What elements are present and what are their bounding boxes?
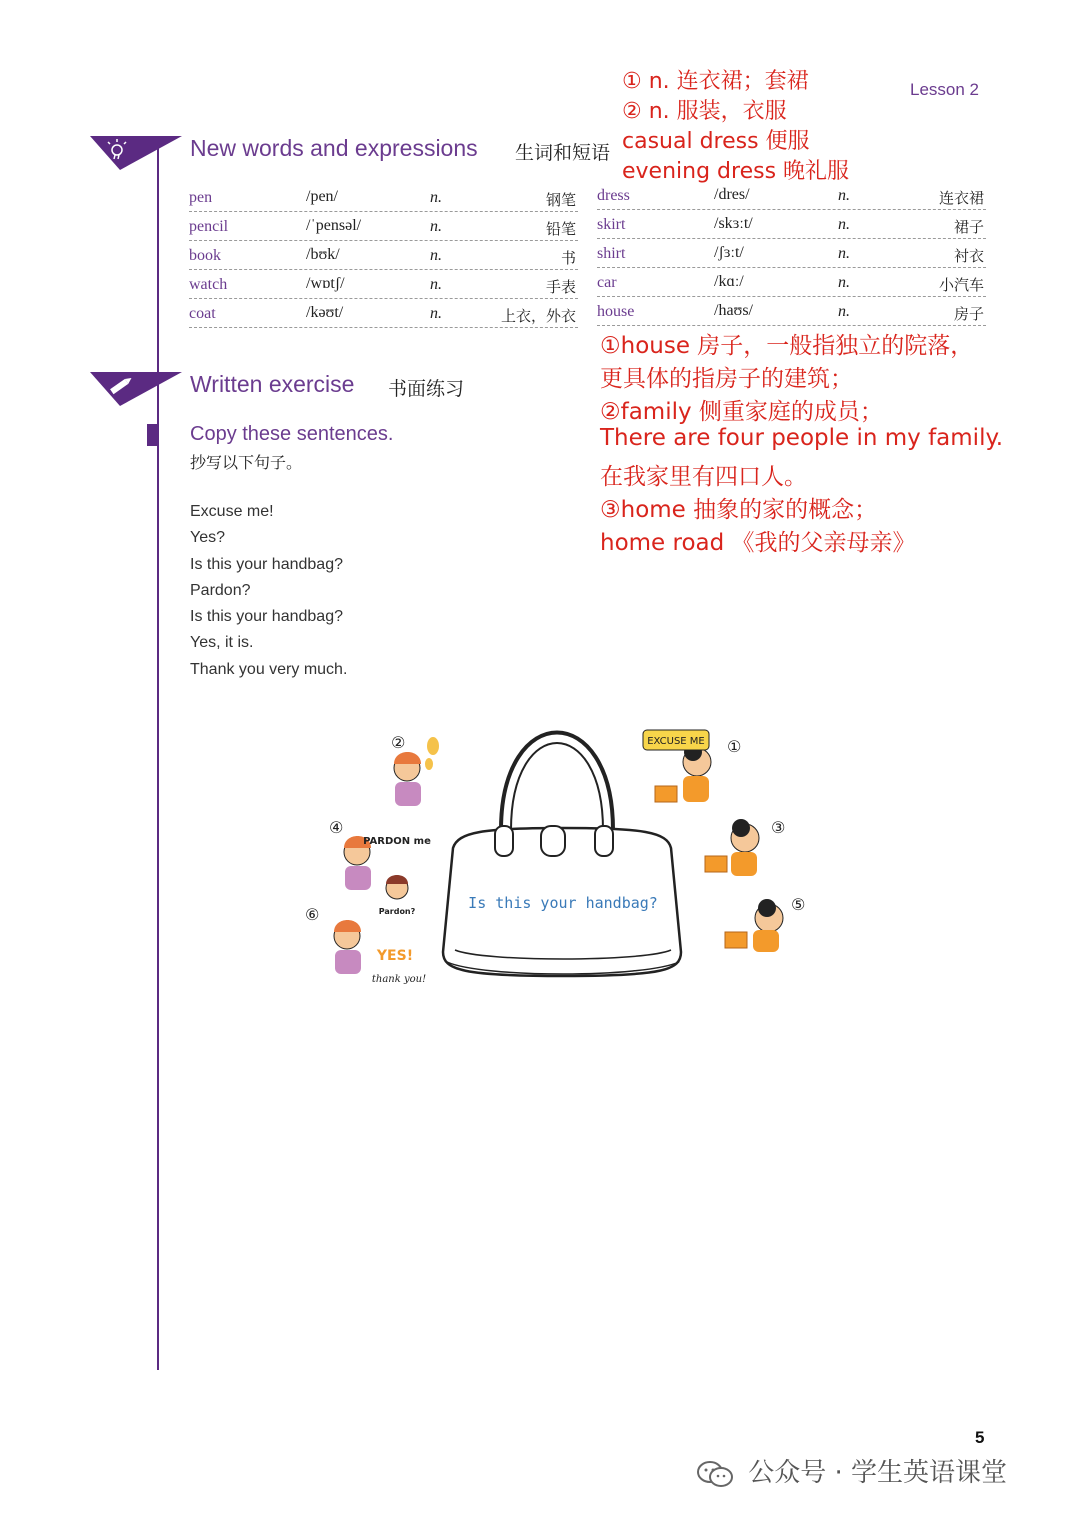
handwritten-note: ① n. 连衣裙；套裙 — [622, 69, 809, 94]
vocab-word: watch — [189, 276, 228, 293]
number-5: ⑤ — [791, 895, 806, 914]
vocab-table-right — [597, 181, 986, 326]
vocab-meaning: 手表 — [545, 278, 576, 296]
number-4: ④ — [329, 818, 344, 837]
vocab-row — [597, 181, 986, 210]
vocab-pos: n. — [430, 247, 442, 264]
vocab-phonetic: /ˈpensəl/ — [306, 217, 362, 234]
boy-face — [386, 875, 408, 899]
exercise-instruction: Copy these sentences. — [190, 423, 394, 445]
vocab-row — [597, 239, 986, 268]
vocab-phonetic: /ʃɜːt/ — [714, 244, 744, 261]
handwritten-note: ②family 侧重家庭的成员； — [600, 399, 883, 425]
vocab-meaning: 连衣裙 — [938, 189, 984, 207]
vocab-row — [189, 212, 578, 241]
exercise-instruction-cn: 抄写以下句子。 — [190, 453, 303, 472]
number-6: ⑥ — [305, 905, 320, 924]
vocab-pos: n. — [838, 303, 850, 320]
section-title-new-words: New words and expressions — [190, 135, 478, 161]
handwritten-note: home road 《我的父亲母亲》 — [600, 530, 916, 556]
vocab-table-left — [189, 183, 578, 328]
bubble-excuse-me: EXCUSE ME — [647, 736, 705, 747]
vocab-pos: n. — [838, 274, 850, 291]
handbag-illustration — [283, 700, 847, 1005]
vocab-meaning: 房子 — [953, 305, 984, 323]
vocab-phonetic: /wɒtʃ/ — [306, 275, 345, 292]
sentence: Thank you very much. — [190, 660, 348, 678]
bubble-pardon-me: PARDON me — [363, 836, 431, 847]
vocab-meaning: 上衣，外衣 — [500, 307, 576, 325]
vocab-row — [597, 297, 986, 326]
vocab-row — [189, 270, 578, 299]
handwritten-note: 在我家里有四口人。 — [600, 464, 807, 490]
lightbulb-icon — [90, 136, 182, 170]
vocab-pos: n. — [430, 276, 442, 293]
vocab-row — [189, 241, 578, 270]
vocab-phonetic: /dres/ — [714, 186, 750, 203]
vocab-row — [597, 268, 986, 297]
sentence-list — [190, 503, 347, 687]
handwritten-note: evening dress 晚礼服 — [622, 159, 850, 184]
vocab-phonetic: /bʊk/ — [306, 246, 340, 263]
vocab-word: book — [189, 247, 221, 264]
vocab-meaning: 衬衣 — [953, 247, 984, 265]
vocab-pos: n. — [838, 187, 850, 204]
vocab-phonetic: /haʊs/ — [714, 302, 753, 319]
vocab-meaning: 书 — [560, 249, 576, 267]
section-title-written-exercise-cn: 书面练习 — [388, 378, 465, 400]
handwritten-note: ③home 抽象的家的概念； — [600, 497, 878, 523]
vocab-phonetic: /kɑː/ — [714, 273, 744, 290]
bubble-thank-you: thank you! — [371, 974, 427, 985]
number-3: ③ — [771, 818, 786, 837]
vocab-row — [597, 210, 986, 239]
vocab-word: pencil — [189, 218, 229, 235]
vocab-word: shirt — [597, 245, 626, 262]
handwritten-note: 更具体的指房子的建筑； — [600, 366, 853, 392]
exercise-marker — [147, 424, 158, 446]
vocab-pos: n. — [838, 245, 850, 262]
sentence: Is this your handbag? — [190, 608, 343, 626]
bag-caption: Is this your handbag? — [468, 894, 658, 912]
vocab-word: skirt — [597, 216, 626, 233]
sentence: Is this your handbag? — [190, 555, 343, 573]
bubble-yes: YES! — [376, 948, 414, 964]
margin-rule — [157, 140, 159, 1370]
bubble-pardon: Pardon? — [378, 907, 416, 916]
sentence: Yes, it is. — [190, 634, 254, 652]
number-1: ① — [727, 737, 742, 756]
sentence: Yes? — [190, 529, 225, 547]
vocab-pos: n. — [838, 216, 850, 233]
vocab-phonetic: /skɜːt/ — [714, 215, 753, 232]
handwritten-note: There are four people in my family. — [600, 425, 1004, 451]
vocab-pos: n. — [430, 305, 442, 322]
watermark — [696, 1452, 1007, 1489]
watermark-text: 公众号 · 学生英语课堂 — [748, 1458, 1008, 1488]
vocab-word: car — [597, 274, 617, 291]
handwritten-note: ①house 房子，一般指独立的院落， — [600, 333, 974, 359]
vocab-pos: n. — [430, 189, 442, 206]
vocab-word: dress — [597, 187, 630, 204]
vocab-word: pen — [189, 189, 213, 206]
vocab-meaning: 裙子 — [953, 218, 984, 236]
section-title-new-words-cn: 生词和短语 — [515, 142, 611, 164]
vocab-row — [189, 183, 578, 212]
handwritten-note: ② n. 服装，衣服 — [622, 99, 787, 124]
vocab-meaning: 钢笔 — [545, 191, 576, 209]
section-title-written-exercise: Written exercise — [190, 371, 355, 397]
number-2: ② — [391, 733, 406, 752]
handwritten-note: casual dress 便服 — [622, 129, 810, 154]
vocab-word: house — [597, 303, 635, 320]
vocab-word: coat — [189, 305, 216, 322]
vocab-meaning: 铅笔 — [545, 220, 576, 238]
vocab-row — [189, 299, 578, 328]
page-number: 5 — [975, 1428, 985, 1447]
wechat-icon — [696, 1459, 734, 1489]
pencil-icon — [90, 372, 182, 406]
sentence: Excuse me! — [190, 503, 274, 520]
sentence: Pardon? — [190, 581, 251, 599]
vocab-pos: n. — [430, 218, 442, 235]
vocab-phonetic: /kəʊt/ — [306, 304, 344, 321]
lesson-label: Lesson 2 — [910, 80, 979, 99]
vocab-meaning: 小汽车 — [938, 276, 984, 294]
vocab-phonetic: /pen/ — [306, 188, 338, 205]
